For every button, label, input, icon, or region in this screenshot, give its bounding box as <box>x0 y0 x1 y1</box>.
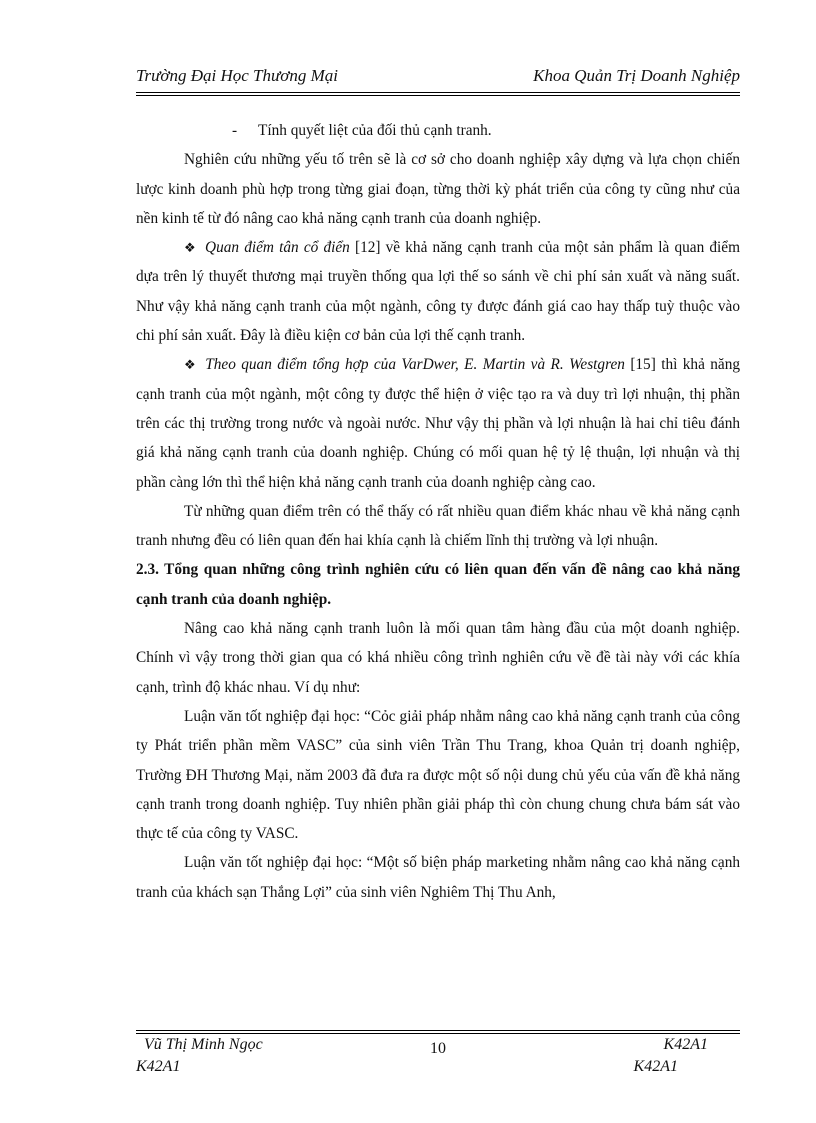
header-faculty: Khoa Quản Trị Doanh Nghiệp <box>533 66 740 85</box>
page-body <box>136 116 740 907</box>
diamond-bullet-icon: ❖ <box>184 240 198 256</box>
footer-rule-thin <box>136 1033 740 1034</box>
paragraph: Luận văn tốt nghiệp đại học: “Cỏc giải pháp nhằm nâng cao khả năng cạnh tranh của công ty Phát triển phần mềm VASC” của sinh viên Trần Thu Trang, khoa Quản trị doanh nghiệp, Trường ĐH Thương Mại, năm 2003 đã đưa ra được một số nội dung chủ yếu của vấn đề khả năng cạnh tranh trong doanh nghiệp. Tuy nhiên phần giải pháp thì còn chung chung chưa bám sát vào thực tế của công ty VASC. <box>136 707 740 843</box>
bullet-paragraph: ❖ Theo quan điểm tổng hợp của VarDwer, E. Martin và R. Westgren [15] thì khả năng cạnh tranh của một ngành, một công ty được thể hiện ở việc tạo ra và duy trì lợi nhuận, thị phần trên các thị trường trong nước và ngoài nước. Như vậy thị phần và lợi nhuận là hai chỉ tiêu đánh giá khả năng cạnh tranh của doanh nghiệp. Chúng có mối quan hệ tỷ lệ thuận, lợi nhuận và thị phần càng lớn thì thể hiện khả năng cạnh tranh của doanh nghiệp càng cao. <box>136 356 741 491</box>
footer-class-left: K42A1 <box>136 1058 181 1075</box>
header-rule <box>136 92 740 93</box>
footer-class-right: K42A1 <box>633 1058 678 1075</box>
diamond-bullet-icon: ❖ <box>184 357 198 373</box>
section-heading: 2.3. Tổng quan những công trình nghiên cứu có liên quan đến vấn đề nâng cao khả năng cạnh tranh của doanh nghiệp. <box>136 561 740 608</box>
dash-list-item: - Tính quyết liệt của đối thủ cạnh tranh. <box>136 116 740 145</box>
dash-marker: - <box>232 122 238 139</box>
page-number: 10 <box>430 1040 446 1057</box>
paragraph: Nâng cao khả năng cạnh tranh luôn là mối quan tâm hàng đầu của một doanh nghiệp. Chính vì vậy trong thời gian qua có khá nhiều công trình nghiên cứu về đề tài này với các khía cạnh, trình độ khác nhau. Ví dụ như: <box>136 620 740 696</box>
bullet-paragraph: ❖ Quan điểm tân cổ điển [12] về khả năng cạnh tranh của một sản phẩm là quan điểm dựa trên lý thuyết thương mại truyền thống qua lợi thế so sánh về chi phí sản xuất và năng suất. Như vậy khả năng cạnh tranh của một ngành, công ty được đánh giá cao hay thấp tuỳ thuộc vào chi phí sản xuất. Đây là điều kiện cơ bản của lợi thế cạnh tranh. <box>136 239 740 345</box>
footer-author: Vũ Thị Minh Ngọc <box>144 1036 263 1053</box>
paragraph: Luận văn tốt nghiệp đại học: “Một số biện pháp marketing nhằm nâng cao khả năng cạnh tranh của khách sạn Thắng Lợi” của sinh viên Nghiêm Thị Thu Anh, <box>136 854 740 901</box>
footer-class: K42A1 <box>663 1036 708 1053</box>
page-header <box>136 64 740 90</box>
footer-rule <box>136 1030 740 1031</box>
page-footer <box>136 1036 740 1080</box>
header-rule-thin <box>136 95 740 96</box>
header-school: Trường Đại Học Thương Mại <box>136 66 338 85</box>
paragraph: Từ những quan điểm trên có thể thấy có rất nhiều quan điểm khác nhau về khả năng cạnh tranh nhưng đều có liên quan đến hai khía cạnh là chiếm lĩnh thị trường và lợi nhuận. <box>136 502 740 550</box>
paragraph: Nghiên cứu những yếu tố trên sẽ là cơ sở cho doanh nghiệp xây dựng và lựa chọn chiến lược kinh doanh phù hợp trong từng giai đoạn, từng thời kỳ phát triển của công ty cũng như của nền kinh tế từ đó nâng cao khả năng cạnh tranh của doanh nghiệp. <box>136 151 740 227</box>
bullet-title: Theo quan điểm tổng hợp của VarDwer, E. Martin và R. Westgren <box>205 356 625 374</box>
bullet-title: Quan điểm tân cổ điển <box>205 239 350 257</box>
